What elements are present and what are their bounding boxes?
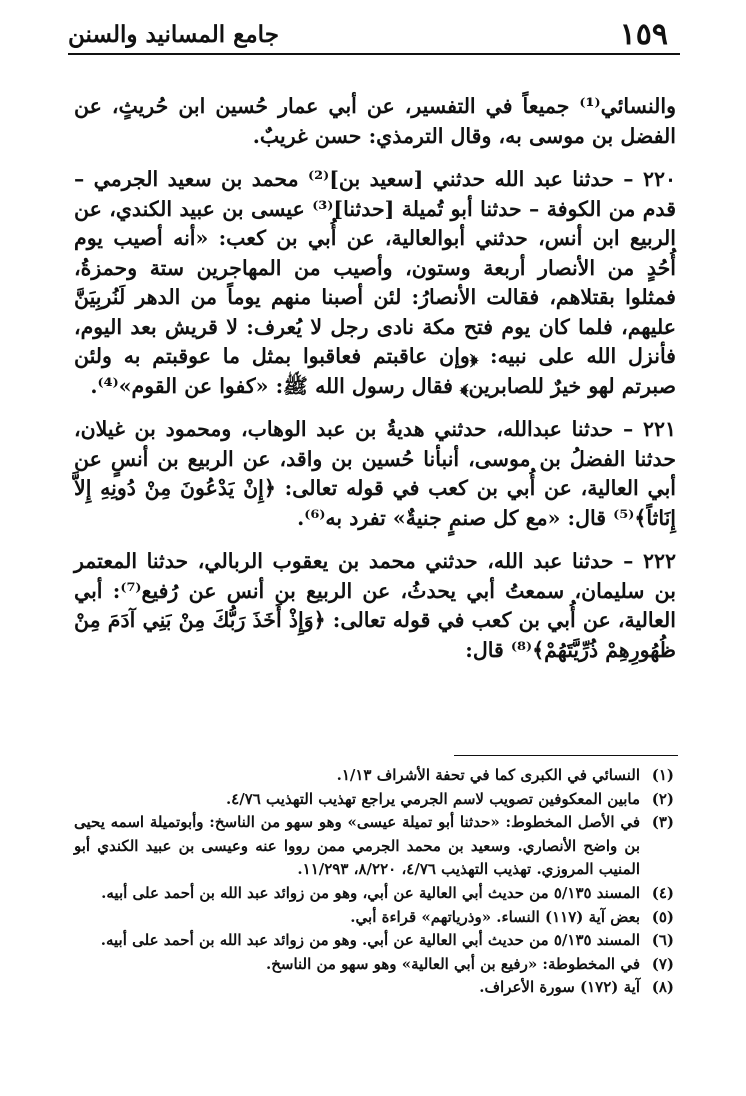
running-title: جامع المسانيد والسنن	[68, 21, 279, 48]
footnote-number: (٨)	[651, 978, 674, 997]
footnote-text: المسند ٥/١٣٥ من حديث أبي العالية عن أبي، وهو من زوائد عبد الله بن أحمد على أبيه.	[101, 883, 640, 902]
footnote-text: آية (١٧٢) سورة الأعراف.	[479, 978, 640, 997]
footnotes	[74, 764, 674, 1000]
hadith-text: حدثنا عبدالله، حدثني هديةُ بن عبد الوهاب، ومحمود بن غيلان، حدثنا الفضلُ بن موسى، أنبأنا حُسين بن واقد، عن الربيع بن أنسٍ عن أبي العالية، عن أُبي بن كعب في قوله تعالى: ﴿إِنْ يَدْعُونَ مِنْ دُونِهِ إِلاَّ إِنَاثاً﴾⁽⁵⁾ قال: «مع كل صنمٍ جنيةٌ» تفرد به⁽⁶⁾.	[74, 417, 676, 530]
footnote-number: (٢)	[651, 789, 674, 808]
footnote-item	[74, 953, 674, 977]
footnote-item	[74, 882, 674, 906]
hadith-222	[74, 547, 676, 665]
main-text	[74, 92, 676, 679]
hadith-number: ٢٢٠ –	[623, 167, 677, 191]
page-header	[68, 18, 668, 54]
footnote-text: بعض آية (١١٧) النساء. «وذرياتهم» قراءة أبي.	[350, 907, 640, 926]
footnote-divider	[454, 755, 678, 756]
footnote-number: (٥)	[651, 907, 674, 926]
footnote-item	[74, 929, 674, 953]
footnote-text: النسائي في الكبرى كما في تحفة الأشراف ١/١٣.	[336, 766, 640, 784]
hadith-221	[74, 415, 676, 533]
footnote-text: مابين المعكوفين تصويب لاسم الجرمي يراجع تهذيب التهذيب ٤/٧٦.	[225, 789, 640, 808]
footnote-item	[74, 906, 674, 930]
page-number: ١٥٩	[619, 17, 668, 52]
footnote-item	[74, 976, 674, 1000]
hadith-number: ٢٢٢ –	[623, 549, 676, 573]
header-divider	[68, 53, 680, 55]
footnote-text: في المخطوطة: «رفيع بن أبي العالية» وهو سهو من الناسخ.	[265, 954, 640, 973]
footnote-item	[74, 764, 674, 788]
footnote-item	[74, 788, 674, 812]
footnote-number: (٧)	[651, 954, 674, 973]
footnote-text: في الأصل المخطوط: «حدثنا أبو تميلة عيسى» وهو سهو من الناسخ: وأبوتميلة اسمه يحيى بن واضح الأنصاري. وسعيد بن محمد الجرمي ممن رووا عنه وعيسى بن عبيد الكندي أبو المنيب المروزي. تهذيب التهذيب ٤/٧٦، ٨/٢٢٠، ١١/٢٩٣.	[74, 813, 640, 879]
footnote-number: (٤)	[651, 883, 674, 902]
hadith-number: ٢٢١ –	[622, 417, 677, 441]
hadith-text: حدثنا عبد الله حدثني [سعيد بن]⁽²⁾ محمد بن سعيد الجرمي – قدم من الكوفة – حدثنا أبو تُميلة [حدثنا]⁽³⁾ عيسى بن عبيد الكندي، عن الربيع ابن أنس، حدثني أبوالعالية، عن أُبي بن كعب: «أنه أصيب يوم أُحُدٍ من الأنصار أربعة وستون، وأصيب من المهاجرين ستة وحمزةُ، فمثلوا بقتلاهم، فقالت الأنصارُ: لئن أصبنا منهم يوماً من الدهر لَنُربِيَنَّ عليهم، فلما كان يوم فتح مكة نادى رجل لا يُعرف: لا قريش بعد اليوم، فأنزل الله على نبيه: ﴿وإن عاقبتم فعاقبوا بمثل ما عوقبتم به ولئن صبرتم لهو خيرٌ للصابرين﴾ فقال رسول الله ﷺ: «كفوا عن القوم»⁽⁴⁾.	[74, 167, 676, 398]
footnote-text: المسند ٥/١٣٥ من حديث أبي العالية عن أبي. وهو من زوائد عبد الله بن أحمد على أبيه.	[100, 931, 640, 950]
intro-paragraph: والنسائي⁽¹⁾ جميعاً في التفسير، عن أبي عمار حُسين ابن حُريثٍ، عن الفضل بن موسى به، وقال الترمذي: حسن غريبٌ.	[74, 94, 676, 148]
footnote-number: (١)	[651, 766, 674, 784]
footnote-number: (٣)	[651, 813, 674, 832]
hadith-220	[74, 165, 676, 401]
hadith-text: حدثنا عبد الله، حدثني محمد بن يعقوب الربالي، حدثنا المعتمر بن سليمان، سمعتُ أبي يحدثُ، عن الربيع بن أنس عن رُفيع⁽⁷⁾: أبي العالية، عن أُبي بن كعب في قوله تعالى: ﴿وَإِذْ أَخَذَ رَبُّكَ مِنْ بَنِي آدَمَ مِنْ ظُهُورِهِمْ ذُرِّيَّتَهُمْ﴾⁽⁸⁾ قال:	[74, 549, 676, 662]
footnote-number: (٦)	[651, 931, 674, 950]
footnote-item	[74, 811, 674, 882]
